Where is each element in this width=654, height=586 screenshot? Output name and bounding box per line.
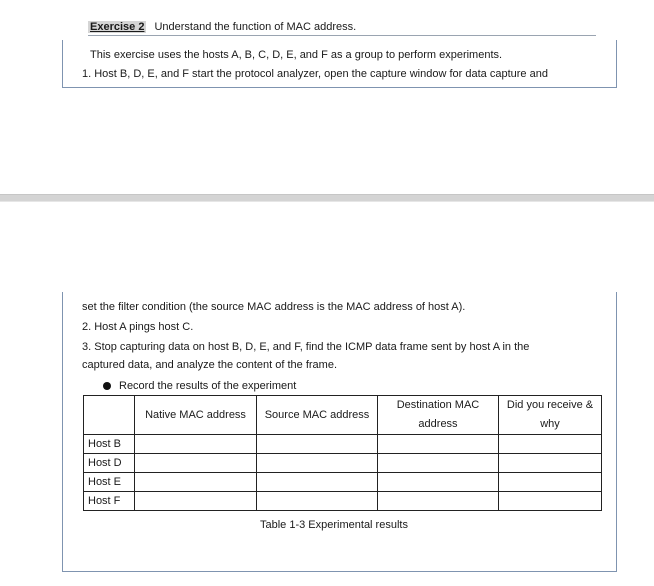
step-1-text: 1. Host B, D, E, and F start the protocol analyzer, open the capture window for data capture and <box>82 68 548 80</box>
table-cell <box>135 492 257 511</box>
row-label: Host E <box>84 473 135 492</box>
table-cell <box>378 473 499 492</box>
table-cell <box>257 454 378 473</box>
table-row <box>84 454 602 473</box>
table-cell <box>499 492 602 511</box>
page-divider <box>0 194 654 202</box>
table-cell <box>499 473 602 492</box>
table-header-cell: Source MAC address <box>257 396 378 435</box>
bullet-icon <box>103 382 111 390</box>
step-3-continued-text: captured data, and analyze the content of the frame. <box>82 359 338 371</box>
table-cell <box>499 435 602 454</box>
exercise-heading <box>88 19 596 36</box>
table-header-cell: Native MAC address <box>135 396 257 435</box>
table-row <box>84 492 602 511</box>
table-cell <box>257 473 378 492</box>
table-cell <box>499 454 602 473</box>
step-1-continued-text: set the filter condition (the source MAC address is the MAC address of host A). <box>82 301 466 313</box>
table-cell <box>135 473 257 492</box>
intro-text: This exercise uses the hosts A, B, C, D, E, and F as a group to perform experiments. <box>90 49 503 61</box>
exercise-label: Exercise 2 <box>90 21 145 33</box>
table-row <box>84 473 602 492</box>
row-label: Host B <box>84 435 135 454</box>
table-caption: Table 1-3 Experimental results <box>260 519 408 531</box>
step-2-text: 2. Host A pings host C. <box>82 321 194 333</box>
exercise-title: Understand the function of MAC address. <box>154 21 357 33</box>
table-header-cell: Destination MAC address <box>378 396 499 435</box>
row-label: Host F <box>84 492 135 511</box>
results-table <box>83 395 602 511</box>
table-cell <box>257 492 378 511</box>
table-cell <box>135 435 257 454</box>
table-cell <box>378 492 499 511</box>
table-cell <box>378 454 499 473</box>
table-header-row <box>84 396 602 435</box>
table-cell <box>257 435 378 454</box>
bullet-text: Record the results of the experiment <box>119 380 297 392</box>
row-label: Host D <box>84 454 135 473</box>
table-cell <box>378 435 499 454</box>
table-cell <box>135 454 257 473</box>
table-header-cell <box>84 396 135 435</box>
step-3-text: 3. Stop capturing data on host B, D, E, and F, find the ICMP data frame sent by host A in the <box>82 341 530 353</box>
table-header-cell: Did you receive & why <box>499 396 602 435</box>
table-row <box>84 435 602 454</box>
